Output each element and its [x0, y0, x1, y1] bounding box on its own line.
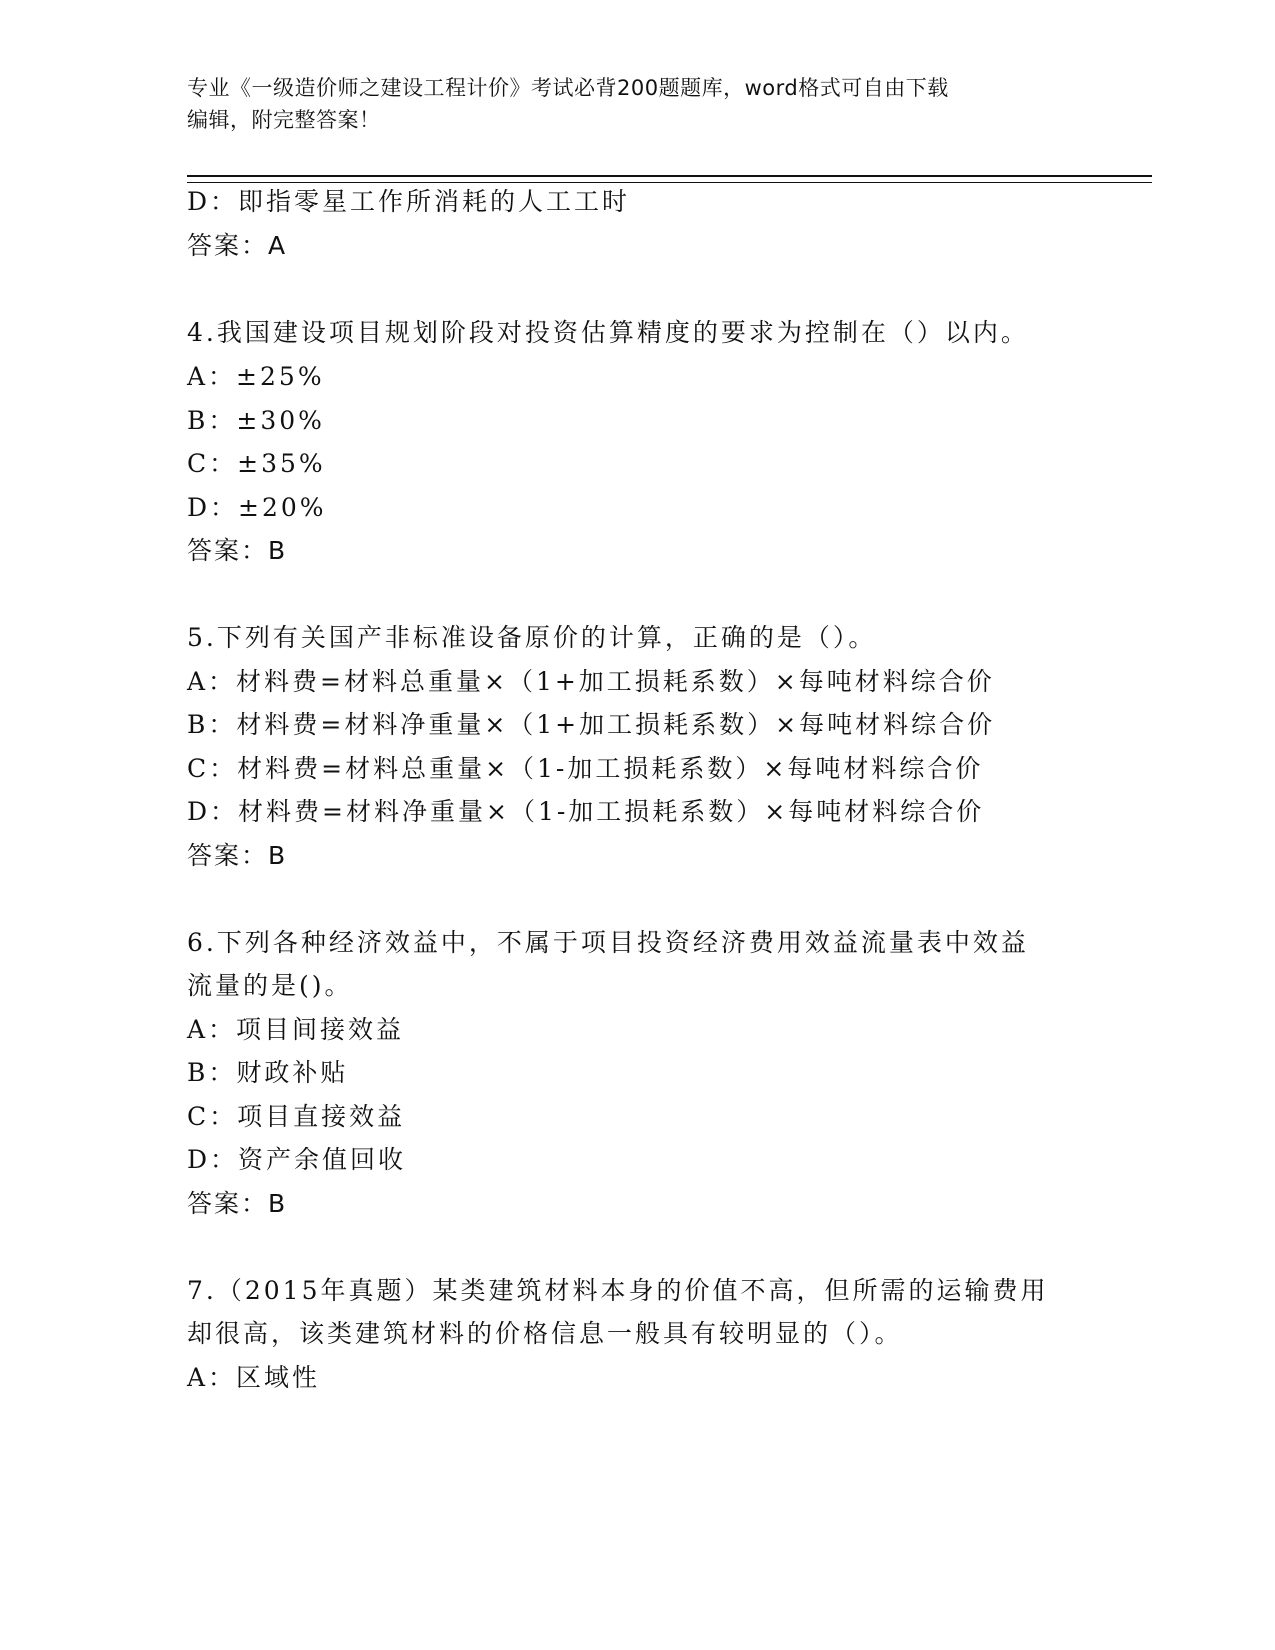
question-5-answer: 答案：B [187, 841, 288, 870]
question-6-answer: 答案：B [187, 1189, 288, 1218]
prev-answer: 答案：A [187, 231, 288, 260]
question-7-stem-line-1: 7.（2015年真题）某类建筑材料本身的价值不高，但所需的运输费用 [187, 1276, 1049, 1305]
question-6-option-d: D：资产余值回收 [187, 1145, 407, 1174]
prev-option-d: D：即指零星工作所消耗的人工工时 [187, 187, 631, 216]
header-divider-thick [187, 175, 1152, 177]
question-5-option-d: D：材料费=材料净重量×（1-加工损耗系数）×每吨材料综合价 [187, 797, 985, 826]
question-5-option-b: B：材料费=材料净重量×（1+加工损耗系数）×每吨材料综合价 [187, 710, 996, 739]
question-4-option-c: C：±35% [187, 449, 326, 478]
question-5-option-a: A：材料费=材料总重量×（1+加工损耗系数）×每吨材料综合价 [187, 667, 995, 696]
question-4-stem: 4.我国建设项目规划阶段对投资估算精度的要求为控制在（）以内。 [187, 318, 1029, 347]
question-4-option-d: D：±20% [187, 493, 327, 522]
question-6-option-c: C：项目直接效益 [187, 1102, 406, 1131]
document-header [187, 72, 1087, 136]
question-4-option-a: A：±25% [187, 362, 325, 391]
question-5-stem: 5.下列有关国产非标准设备原价的计算，正确的是（）。 [187, 623, 877, 652]
header-title-line-1: 专业《一级造价师之建设工程计价》考试必背200题题库，word格式可自由下载 [187, 76, 949, 100]
question-4-option-b: B：±30% [187, 406, 325, 435]
question-5-option-c: C：材料费=材料总重量×（1-加工损耗系数）×每吨材料综合价 [187, 754, 984, 783]
question-6-option-a: A：项目间接效益 [187, 1015, 405, 1044]
question-6-stem-line-2: 流量的是()。 [187, 971, 353, 1000]
question-6-stem-line-1: 6.下列各种经济效益中，不属于项目投资经济费用效益流量表中效益 [187, 928, 1029, 957]
question-7-option-a: A：区域性 [187, 1363, 321, 1392]
question-6-option-b: B：财政补贴 [187, 1058, 349, 1087]
question-4-answer: 答案：B [187, 536, 288, 565]
header-divider-thin [187, 182, 1152, 183]
header-title-line-2: 编辑，附完整答案！ [187, 108, 381, 132]
question-7-stem-line-2: 却很高，该类建筑材料的价格信息一般具有较明显的（）。 [187, 1319, 903, 1348]
